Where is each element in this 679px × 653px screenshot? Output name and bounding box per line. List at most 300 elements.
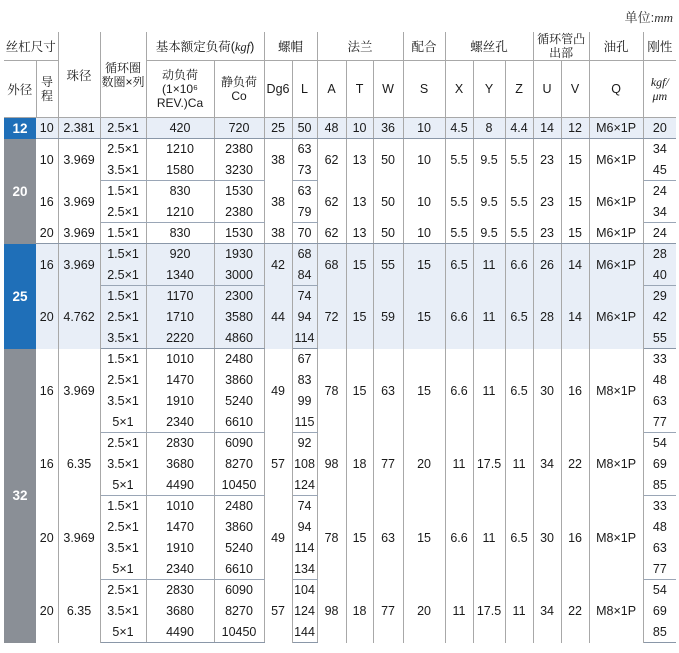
circ-cell: 5×1: [100, 622, 146, 643]
co-cell: 1530: [214, 223, 264, 244]
co-cell: 2480: [214, 349, 264, 370]
z-cell: 6.5: [505, 286, 533, 349]
circ-cell: 1.5×1: [100, 349, 146, 370]
q-cell: M6×1P: [589, 118, 643, 139]
header-x: X: [445, 61, 473, 118]
dg6-cell: 57: [264, 580, 292, 643]
table-row: [4, 118, 676, 139]
ca-cell: 830: [146, 223, 214, 244]
q-cell: M6×1P: [589, 139, 643, 181]
x-cell: 11: [445, 580, 473, 643]
l-cell: 94: [292, 517, 317, 538]
ca-cell: 1710: [146, 307, 214, 328]
outer-dia-cell: 20: [4, 139, 36, 244]
k-cell: 55: [643, 328, 676, 349]
k-cell: 24: [643, 223, 676, 244]
l-cell: 50: [292, 118, 317, 139]
l-cell: 108: [292, 454, 317, 475]
u-cell: 28: [533, 286, 561, 349]
header-u: U: [533, 61, 561, 118]
z-cell: 6.6: [505, 244, 533, 286]
header-z: Z: [505, 61, 533, 118]
a-cell: 78: [317, 496, 346, 580]
ca-cell: 2830: [146, 580, 214, 601]
q-cell: M8×1P: [589, 580, 643, 643]
q-cell: M8×1P: [589, 496, 643, 580]
a-cell: 78: [317, 349, 346, 433]
circ-cell: 5×1: [100, 475, 146, 496]
l-cell: 83: [292, 370, 317, 391]
t-cell: 13: [346, 223, 373, 244]
circ-cell: 2.5×1: [100, 265, 146, 286]
circ-cell: 2.5×1: [100, 433, 146, 454]
l-cell: 124: [292, 601, 317, 622]
k-cell: 45: [643, 160, 676, 181]
k-cell: 34: [643, 202, 676, 223]
q-cell: M6×1P: [589, 286, 643, 349]
ca-cell: 2340: [146, 559, 214, 580]
k-cell: 28: [643, 244, 676, 265]
ballscrew-spec-table: [4, 32, 676, 643]
z-cell: 5.5: [505, 139, 533, 181]
t-cell: 18: [346, 580, 373, 643]
k-cell: 85: [643, 475, 676, 496]
s-cell: 15: [403, 496, 445, 580]
ca-cell: 2830: [146, 433, 214, 454]
header-outer-dia: 外径: [4, 61, 36, 118]
ball-dia-cell: 3.969: [58, 181, 100, 223]
unit-value: mm: [654, 10, 673, 25]
co-cell: 10450: [214, 475, 264, 496]
x-cell: 5.5: [445, 223, 473, 244]
ca-cell: 420: [146, 118, 214, 139]
x-cell: 6.6: [445, 286, 473, 349]
co-cell: 2300: [214, 286, 264, 307]
u-cell: 34: [533, 433, 561, 496]
co-cell: 10450: [214, 622, 264, 643]
l-cell: 104: [292, 580, 317, 601]
u-cell: 23: [533, 139, 561, 181]
co-cell: 8270: [214, 601, 264, 622]
circ-cell: 2.5×1: [100, 307, 146, 328]
y-cell: 8: [473, 118, 505, 139]
ca-cell: 1470: [146, 517, 214, 538]
header-rigidity: 刚性: [643, 32, 676, 61]
outer-dia-cell: 12: [4, 118, 36, 139]
header-q: Q: [589, 61, 643, 118]
x-cell: 4.5: [445, 118, 473, 139]
t-cell: 15: [346, 496, 373, 580]
l-cell: 70: [292, 223, 317, 244]
u-cell: 14: [533, 118, 561, 139]
dg6-cell: 49: [264, 349, 292, 433]
t-cell: 18: [346, 433, 373, 496]
a-cell: 48: [317, 118, 346, 139]
ball-dia-cell: 6.35: [58, 580, 100, 643]
circ-cell: 1.5×1: [100, 496, 146, 517]
k-cell: 42: [643, 307, 676, 328]
x-cell: 6.5: [445, 244, 473, 286]
y-cell: 9.5: [473, 223, 505, 244]
y-cell: 9.5: [473, 139, 505, 181]
circ-cell: 3.5×1: [100, 160, 146, 181]
co-cell: 3000: [214, 265, 264, 286]
v-cell: 15: [561, 181, 589, 223]
circ-cell: 1.5×1: [100, 286, 146, 307]
w-cell: 55: [373, 244, 403, 286]
ca-cell: 1170: [146, 286, 214, 307]
circ-cell: 5×1: [100, 412, 146, 433]
lead-cell: 20: [36, 223, 58, 244]
s-cell: 20: [403, 580, 445, 643]
header-y: Y: [473, 61, 505, 118]
v-cell: 14: [561, 244, 589, 286]
circ-cell: 2.5×1: [100, 370, 146, 391]
u-cell: 34: [533, 580, 561, 643]
v-cell: 22: [561, 433, 589, 496]
co-cell: 2380: [214, 139, 264, 160]
table-header: [4, 32, 676, 118]
l-cell: 73: [292, 160, 317, 181]
l-cell: 92: [292, 433, 317, 454]
ca-cell: 1470: [146, 370, 214, 391]
circ-cell: 2.5×1: [100, 202, 146, 223]
s-cell: 20: [403, 433, 445, 496]
dg6-cell: 44: [264, 286, 292, 349]
k-cell: 69: [652, 457, 667, 471]
w-cell: 50: [373, 181, 403, 223]
l-cell: 94: [292, 307, 317, 328]
header-circuits: 循环圈数圈×列: [100, 32, 146, 118]
k-cell: 29: [643, 286, 676, 307]
circ-cell: 2.5×1: [100, 139, 146, 160]
v-cell: 22: [561, 580, 589, 643]
q-cell: M6×1P: [589, 223, 643, 244]
ca-cell: 1010: [146, 496, 214, 517]
ca-cell: 2220: [146, 328, 214, 349]
s-cell: 15: [403, 244, 445, 286]
x-cell: 6.6: [445, 496, 473, 580]
lead-cell: 20: [36, 580, 58, 643]
l-cell: 67: [292, 349, 317, 370]
l-cell: 74: [292, 496, 317, 517]
lead-cell: 16: [36, 244, 58, 286]
l-cell: 115: [292, 412, 317, 433]
header-flange: 法兰: [317, 32, 403, 61]
l-cell: 99: [292, 391, 317, 412]
ball-dia-cell: 3.969: [58, 139, 100, 181]
w-cell: 50: [373, 139, 403, 181]
co-cell: 2480: [214, 496, 264, 517]
a-cell: 68: [317, 244, 346, 286]
dg6-cell: 42: [264, 244, 292, 286]
k-cell: 54: [652, 436, 667, 451]
ca-cell: 3680: [146, 601, 214, 622]
lead-cell: 16: [36, 349, 58, 433]
w-cell: 77: [373, 433, 403, 496]
a-cell: 98: [317, 580, 346, 643]
k-cell: 40: [643, 265, 676, 286]
co-cell: 1530: [214, 181, 264, 202]
k-cell: 77: [643, 559, 676, 580]
l-cell: 114: [292, 328, 317, 349]
w-cell: 50: [373, 223, 403, 244]
header-screw-size: 丝杠尺寸: [4, 32, 58, 61]
y-cell: 11: [473, 349, 505, 433]
ball-dia-cell: 3.969: [58, 349, 100, 433]
ca-cell: 1910: [146, 391, 214, 412]
unit-label: 单位:mm: [624, 10, 673, 25]
ca-cell: 830: [146, 181, 214, 202]
header-ball-dia: 珠径: [58, 32, 100, 118]
ca-cell: 4490: [146, 622, 214, 643]
k-cell: 69: [652, 604, 667, 618]
circ-cell: 3.5×1: [100, 328, 146, 349]
z-cell: 11: [505, 433, 533, 496]
ca-cell: 3680: [146, 454, 214, 475]
circ-cell: 2.5×1: [100, 118, 146, 139]
u-cell: 30: [533, 496, 561, 580]
u-cell: 26: [533, 244, 561, 286]
ball-dia-cell: 6.35: [58, 433, 100, 496]
header-t: T: [346, 61, 373, 118]
a-cell: 62: [317, 181, 346, 223]
x-cell: 11: [445, 433, 473, 496]
ball-dia-cell: 4.762: [58, 286, 100, 349]
header-nut: 螺帽: [264, 32, 317, 61]
t-cell: 15: [346, 244, 373, 286]
dg6-cell: 38: [264, 139, 292, 181]
t-cell: 10: [346, 118, 373, 139]
l-cell: 74: [292, 286, 317, 307]
s-cell: 15: [403, 349, 445, 433]
header-a: A: [317, 61, 346, 118]
w-cell: 59: [373, 286, 403, 349]
table-row: [4, 496, 676, 517]
v-cell: 14: [561, 286, 589, 349]
header-return-tube: 循环管凸出部: [533, 32, 589, 61]
x-cell: 5.5: [445, 181, 473, 223]
l-cell: 84: [292, 265, 317, 286]
k-cell: 24: [652, 184, 667, 199]
table-row: [4, 139, 676, 160]
k-cell: 48: [652, 520, 667, 534]
circ-cell: 2.5×1: [100, 580, 146, 601]
ca-cell: 920: [146, 244, 214, 265]
co-cell: 5240: [214, 538, 264, 559]
t-cell: 13: [346, 181, 373, 223]
co-cell: 1930: [214, 244, 264, 265]
ca-cell: 1210: [146, 139, 214, 160]
s-cell: 10: [403, 181, 445, 223]
lead-cell: 10: [36, 118, 58, 139]
co-cell: 5240: [214, 391, 264, 412]
l-cell: 134: [292, 559, 317, 580]
co-cell: 3230: [214, 160, 264, 181]
lead-cell: 10: [36, 139, 58, 181]
z-cell: 4.4: [505, 118, 533, 139]
t-cell: 13: [346, 139, 373, 181]
s-cell: 10: [403, 223, 445, 244]
k-cell: 54: [652, 583, 667, 598]
k-cell: 48: [652, 373, 667, 387]
co-cell: 4860: [214, 328, 264, 349]
circ-cell: 1.5×1: [100, 181, 146, 202]
ca-cell: 2340: [146, 412, 214, 433]
l-cell: 79: [292, 202, 317, 223]
co-cell: 6610: [214, 559, 264, 580]
q-cell: M6×1P: [589, 244, 643, 286]
lead-cell: 16: [36, 433, 58, 496]
w-cell: 63: [373, 496, 403, 580]
table-row: [4, 286, 676, 307]
ball-dia-cell: 3.969: [58, 223, 100, 244]
header-w: W: [373, 61, 403, 118]
l-cell: 63: [292, 181, 317, 202]
dg6-cell: 25: [264, 118, 292, 139]
z-cell: 5.5: [505, 181, 533, 223]
dg6-cell: 38: [264, 223, 292, 244]
q-cell: M8×1P: [589, 433, 643, 496]
lead-cell: 20: [36, 496, 58, 580]
dg6-cell: 49: [264, 496, 292, 580]
circ-cell: 5×1: [100, 559, 146, 580]
circ-cell: 3.5×1: [100, 391, 146, 412]
q-cell: M8×1P: [589, 349, 643, 433]
l-cell: 68: [292, 244, 317, 265]
circ-cell: 3.5×1: [100, 454, 146, 475]
header-oil-hole: 油孔: [589, 32, 643, 61]
y-cell: 11: [473, 244, 505, 286]
v-cell: 16: [561, 349, 589, 433]
l-cell: 124: [292, 475, 317, 496]
table-row: [4, 181, 676, 202]
co-cell: 6090: [214, 580, 264, 601]
v-cell: 15: [561, 139, 589, 181]
table-row: [4, 433, 676, 454]
header-dg6: Dg6: [264, 61, 292, 118]
lead-cell: 16: [36, 181, 58, 223]
t-cell: 15: [346, 286, 373, 349]
header-bolt-hole: 螺丝孔: [445, 32, 533, 61]
table-row: [4, 580, 676, 601]
s-cell: 10: [403, 139, 445, 181]
a-cell: 62: [317, 223, 346, 244]
header-dynamic-load: 动负荷(1×10⁶ REV.)Ca: [146, 61, 214, 118]
u-cell: 30: [533, 349, 561, 433]
ca-cell: 1210: [146, 202, 214, 223]
ca-cell: 4490: [146, 475, 214, 496]
co-cell: 8270: [214, 454, 264, 475]
co-cell: 6090: [214, 433, 264, 454]
k-cell: 63: [652, 394, 667, 408]
x-cell: 5.5: [445, 139, 473, 181]
table-row: [4, 223, 676, 244]
v-cell: 12: [561, 118, 589, 139]
z-cell: 5.5: [505, 223, 533, 244]
circ-cell: 3.5×1: [100, 538, 146, 559]
circ-cell: 1.5×1: [100, 244, 146, 265]
co-cell: 3580: [214, 307, 264, 328]
ca-cell: 1580: [146, 160, 214, 181]
w-cell: 36: [373, 118, 403, 139]
table-row: [4, 244, 676, 265]
z-cell: 6.5: [505, 349, 533, 433]
t-cell: 15: [346, 349, 373, 433]
ca-cell: 1010: [146, 349, 214, 370]
header-fit: 配合: [403, 32, 445, 61]
s-cell: 15: [403, 286, 445, 349]
outer-dia-cell: 25: [4, 244, 36, 349]
k-cell: 85: [643, 622, 676, 643]
y-cell: 17.5: [473, 580, 505, 643]
a-cell: 62: [317, 139, 346, 181]
header-l: L: [292, 61, 317, 118]
ca-cell: 1340: [146, 265, 214, 286]
x-cell: 6.6: [445, 349, 473, 433]
header-rated-load: 基本额定负荷(kgf): [146, 32, 264, 61]
co-cell: 3860: [214, 517, 264, 538]
ball-dia-cell: 3.969: [58, 244, 100, 286]
ball-dia-cell: 2.381: [58, 118, 100, 139]
k-cell: 20: [643, 118, 676, 139]
y-cell: 17.5: [473, 433, 505, 496]
header-s: S: [403, 61, 445, 118]
y-cell: 11: [473, 286, 505, 349]
ball-dia-cell: 3.969: [58, 496, 100, 580]
header-v: V: [561, 61, 589, 118]
v-cell: 16: [561, 496, 589, 580]
table-row: [4, 349, 676, 370]
y-cell: 9.5: [473, 181, 505, 223]
y-cell: 11: [473, 496, 505, 580]
z-cell: 6.5: [505, 496, 533, 580]
l-cell: 63: [292, 139, 317, 160]
a-cell: 72: [317, 286, 346, 349]
table-body: [4, 118, 676, 643]
a-cell: 98: [317, 433, 346, 496]
k-cell: 34: [652, 142, 667, 157]
dg6-cell: 38: [264, 181, 292, 223]
outer-dia-cell: 32: [4, 349, 36, 643]
l-cell: 114: [292, 538, 317, 559]
l-cell: 144: [292, 622, 317, 643]
v-cell: 15: [561, 223, 589, 244]
circ-cell: 1.5×1: [100, 223, 146, 244]
u-cell: 23: [533, 223, 561, 244]
s-cell: 10: [403, 118, 445, 139]
k-cell: 33: [652, 499, 667, 514]
dg6-cell: 57: [264, 433, 292, 496]
k-cell: 33: [652, 352, 667, 367]
header-lead: 导程: [36, 61, 58, 118]
co-cell: 720: [214, 118, 264, 139]
q-cell: M6×1P: [589, 181, 643, 223]
u-cell: 23: [533, 181, 561, 223]
circ-cell: 2.5×1: [100, 517, 146, 538]
co-cell: 2380: [214, 202, 264, 223]
lead-cell: 20: [36, 286, 58, 349]
k-cell: 63: [652, 541, 667, 555]
w-cell: 63: [373, 349, 403, 433]
co-cell: 6610: [214, 412, 264, 433]
co-cell: 3860: [214, 370, 264, 391]
header-rigidity-unit: kgf/μm: [643, 61, 676, 118]
ca-cell: 1910: [146, 538, 214, 559]
header-static-load: 静负荷Co: [214, 61, 264, 118]
circ-cell: 3.5×1: [100, 601, 146, 622]
w-cell: 77: [373, 580, 403, 643]
